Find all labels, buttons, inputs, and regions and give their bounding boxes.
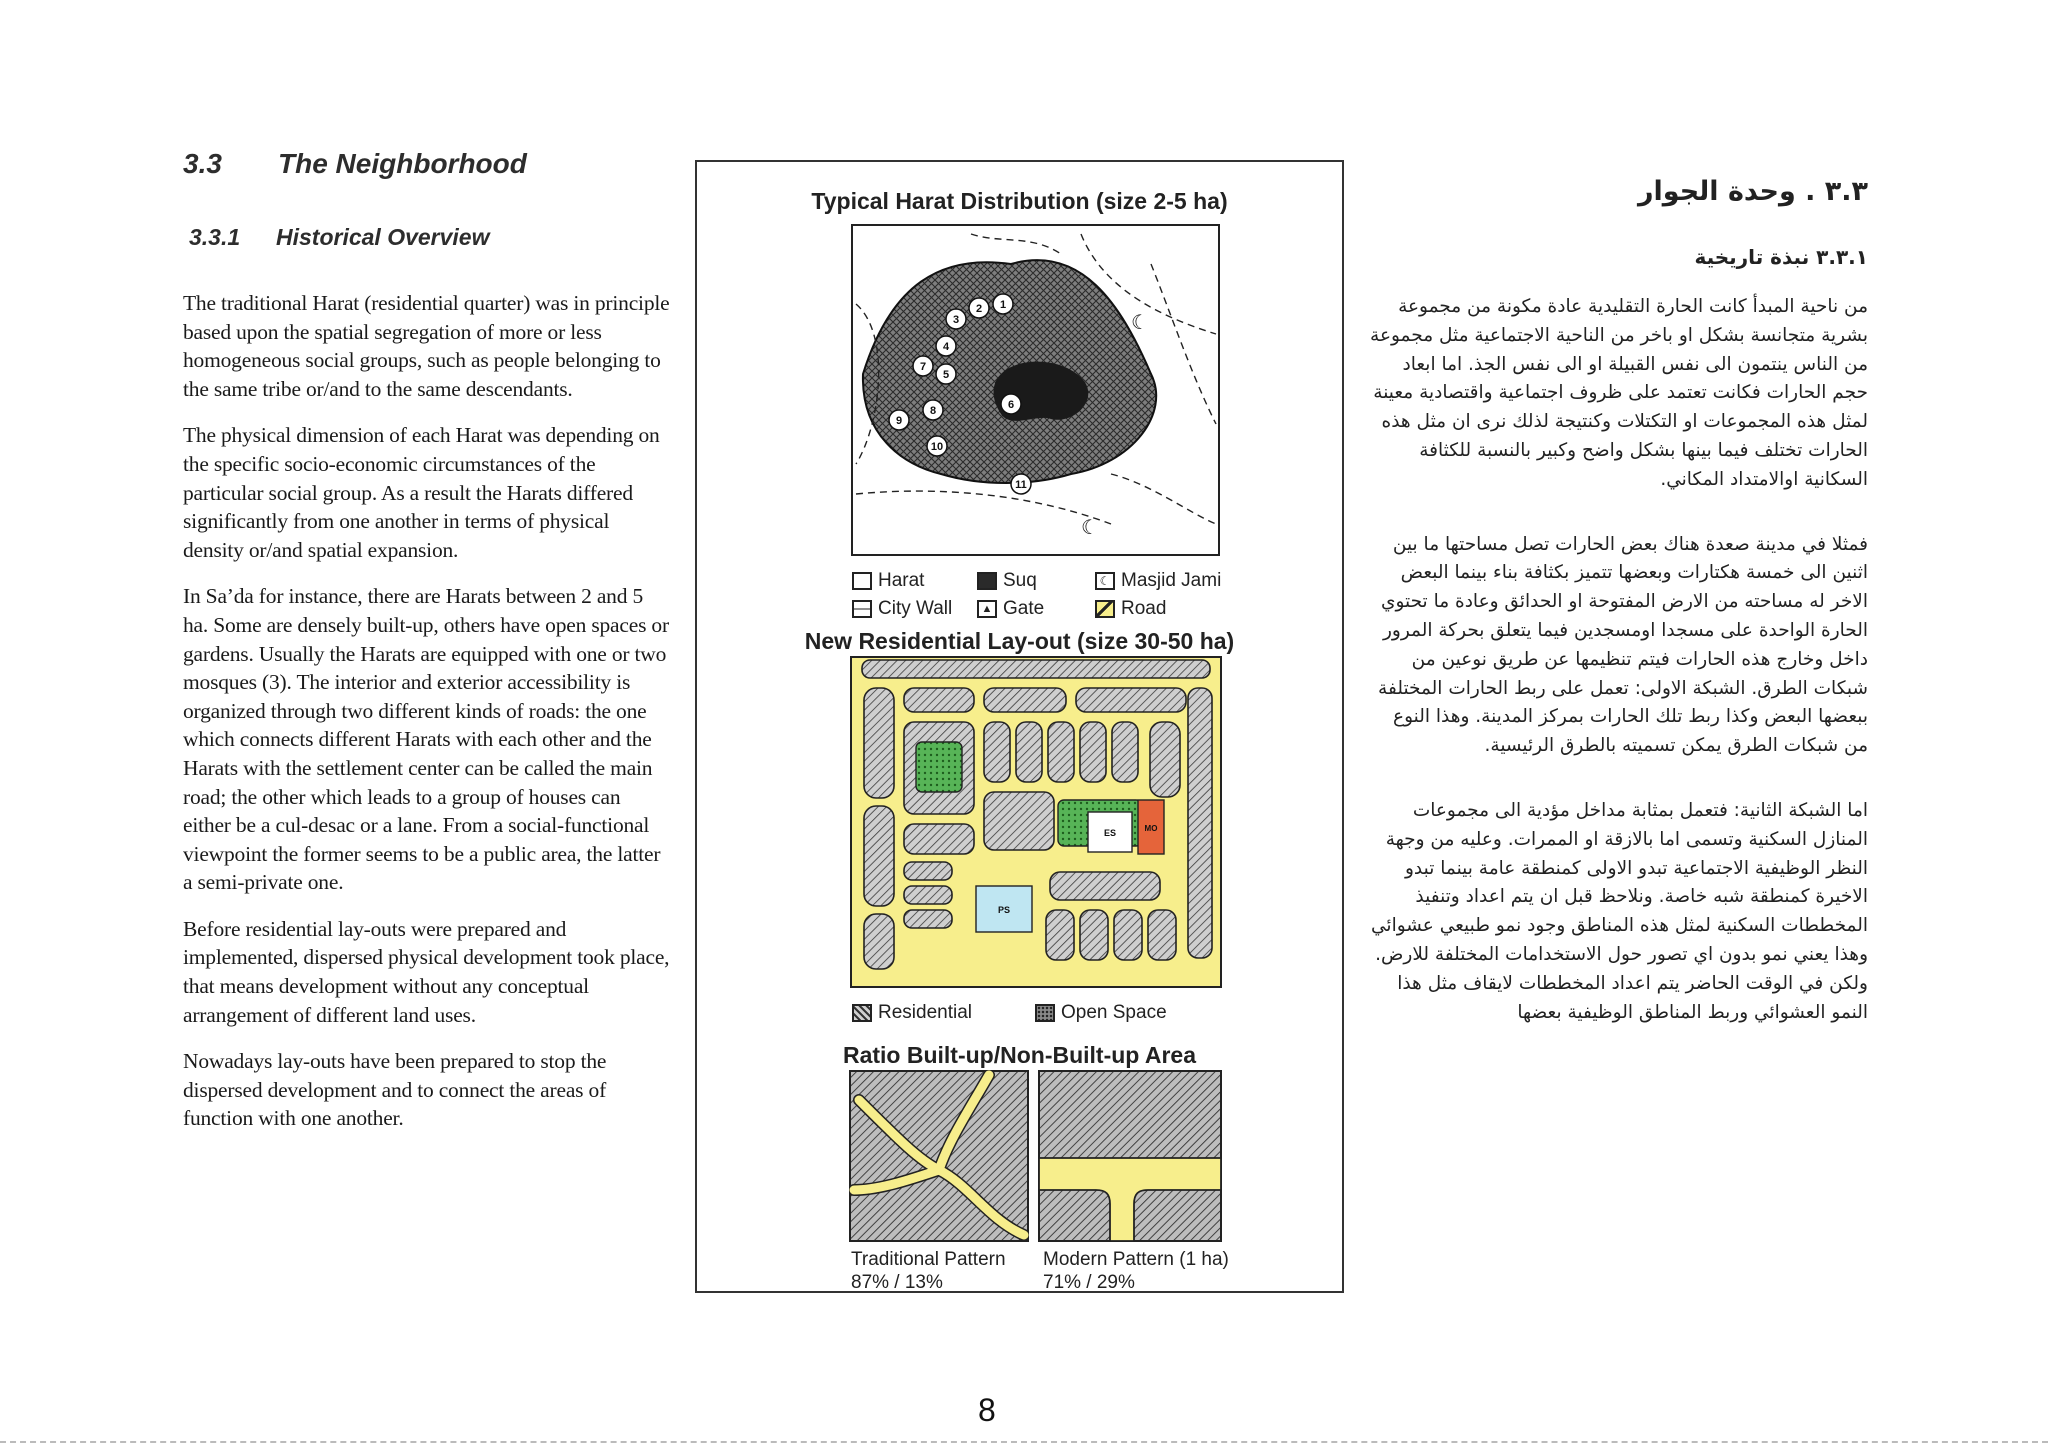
svg-text:8: 8 bbox=[929, 405, 937, 417]
legend-label: Suq bbox=[1003, 570, 1037, 591]
modern-caption-block bbox=[1043, 1248, 1229, 1294]
arabic-paragraph: اما الشبكة الثانية: فتعمل بمثابة مداخل مؤدية الى مجموعات المنازل السكنية وتسمى اما بالازقة او الممرات. وعليه من وجهة النظر الوظيفية الاجتماعية تبدو الاولى كمنطقة عامة بينما تبدو الاخيرة كمنطقة شبه خاصة. ونلاحظ قبل ان يتم اعداد وتنفيذ المخططات السكنية لمثل هذه المناطق وجود نمو طبيعي عشوائي وهذا يعني نمو بدون اي تصور حول الاستخدامات المختلفة للارض. ولكن في الوقت الحاضر يتم اعداد المخططات لايقاف مثل هذا النمو العشوائي وربط المناطق الوظيفية بعضها bbox=[1371, 799, 1868, 1023]
suq-icon bbox=[977, 572, 997, 590]
harat-icon bbox=[852, 572, 872, 590]
road-icon bbox=[1095, 600, 1115, 618]
arabic-subsection-heading: ٣.٣.١ نبذة تاريخية bbox=[1694, 245, 1868, 269]
legend-label: Residential bbox=[878, 1002, 972, 1023]
section-heading bbox=[183, 148, 673, 180]
svg-text:6: 6 bbox=[1007, 399, 1015, 411]
subsection-title: Historical Overview bbox=[276, 224, 490, 250]
figure-panel bbox=[695, 160, 1344, 1293]
svg-text:10: 10 bbox=[930, 441, 944, 453]
residential-icon bbox=[852, 1004, 872, 1022]
legend-layout bbox=[852, 1002, 1292, 1032]
legend-label: City Wall bbox=[878, 598, 953, 619]
harat-marker bbox=[1011, 474, 1031, 494]
paragraph: Before residential lay-outs were prepared and implemented, dispersed physical development took place, that means development without any conceptual arrangement of different land uses. bbox=[183, 916, 670, 1027]
harat-marker bbox=[927, 436, 947, 456]
modern-caption: Modern Pattern (1 ha) bbox=[1043, 1249, 1229, 1270]
svg-text:1: 1 bbox=[999, 299, 1007, 311]
open-space-icon bbox=[1035, 1004, 1055, 1022]
svg-text:2: 2 bbox=[975, 303, 983, 315]
figure-title-layout: New Residential Lay-out (size 30-50 ha) bbox=[804, 628, 1235, 654]
gate-icon: ▲ bbox=[977, 600, 997, 618]
page-bottom-rule bbox=[0, 1441, 2048, 1443]
modern-ratio: 71% / 29% bbox=[1043, 1272, 1135, 1293]
masjid-icon: ☾ bbox=[1095, 572, 1115, 590]
section-number: 3.3 bbox=[183, 148, 222, 179]
figure-title-harat: Typical Harat Distribution (size 2-5 ha) bbox=[811, 188, 1228, 214]
svg-text:5: 5 bbox=[942, 369, 950, 381]
paragraph: The traditional Harat (residential quarter) was in principle based upon the spatial segregation of more or less homogeneous social groups, such as people belonging to the same tribe or/and to the same descendants. bbox=[183, 291, 670, 401]
arabic-column bbox=[1370, 176, 1868, 1063]
paragraph: In Sa’da for instance, there are Harats between 2 and 5 ha. Some are densely built-up, others have open spaces or gardens. Usually the Harats are equipped with one or two mosques (3). The interior and exterior accessibility is organized through two different kinds of roads: the one which connects different Harats with each other and the Harats with the settlement center can be called the main road; the other which leads to a group of houses can either be a cul-desac or a lane. From a social-functional viewpoint the former seems to be a public area, the latter a semi-private one. bbox=[183, 584, 669, 895]
paragraph: The physical dimension of each Harat was depending on the specific socio-economic circumstances of the particular social group. As a result the Harats differed significantly from one another in terms of physical density or/and spatial expansion. bbox=[183, 423, 660, 562]
crescent-icon: ☾ bbox=[1081, 515, 1099, 539]
harat-marker bbox=[913, 356, 933, 376]
svg-text:3: 3 bbox=[952, 314, 960, 326]
legend-label: Road bbox=[1121, 598, 1167, 619]
arabic-section-heading: ٣.٣ . وحدة الجوار bbox=[1637, 176, 1868, 207]
city-wall-icon bbox=[852, 600, 872, 618]
legend-label: Harat bbox=[878, 570, 925, 591]
legend-label: Masjid Jami bbox=[1121, 570, 1222, 591]
svg-text:7: 7 bbox=[919, 361, 927, 373]
svg-text:11: 11 bbox=[1015, 479, 1027, 491]
legend-label: Gate bbox=[1003, 598, 1045, 619]
harat-marker bbox=[936, 364, 956, 384]
legend-label: Open Space bbox=[1061, 1002, 1167, 1023]
harat-distribution-map bbox=[851, 224, 1220, 556]
subsection-heading bbox=[189, 224, 673, 251]
harat-marker bbox=[946, 309, 966, 329]
svg-text:9: 9 bbox=[895, 415, 903, 427]
svg-text:4: 4 bbox=[942, 341, 950, 353]
harat-marker bbox=[993, 294, 1013, 314]
traditional-ratio: 87% / 13% bbox=[851, 1272, 943, 1293]
arabic-paragraph: من ناحية المبدأ كانت الحارة التقليدية عادة مكونة من مجموعة بشرية متجانسة بشكل او باخر من الناحية الاجتماعية مثل مجموعة من الناس ينتمون الى نفس القبيلة او الى نفس الجذ. اما ابعاد حجم الحارات فكانت تعتمد على ظروف اجتماعية واقتصادية معينة لمثل هذه المجموعات او التكتلات وكنتيجة لذلك نرى ان مثل هذه الحارات تختلف فيما بينها بشكل واضح وكبير بالنسبة للكثافة السكانية اوالامتداد المكاني. bbox=[1370, 296, 1868, 490]
mo-label: MO bbox=[1144, 824, 1158, 833]
legend-harat bbox=[852, 570, 1322, 620]
harat-marker bbox=[1001, 394, 1021, 414]
traditional-caption: Traditional Pattern bbox=[851, 1249, 1006, 1270]
harat-marker bbox=[936, 336, 956, 356]
arabic-paragraph: فمثلا في مدينة صعدة هناك بعض الحارات تصل مساحتها ما بين اثنين الى خمسة هكتارات وبعضها تتميز بكثافة بناء بينما البعض الاخر له مساحته من الارض المفتوحة او الحدائق وعادة ما تحتوي الحارة الواحدة على مسجدا اومسجدين فيما يتعلق بحركة المرور داخل وخارج هذه الحارات فيتم تنظيمها عن طريق نوعين من شبكات الطرق. الشبكة الاولى: تعمل على ربط الحارات المختلفة ببعضها البعض وكذا ربط تلك الحارات بمركز المدينة. وهذا النوع من شبكات الطرق يمكن تسميته بالطرق الرئيسية. bbox=[1378, 533, 1868, 757]
ps-label: PS bbox=[997, 905, 1011, 915]
es-label: ES bbox=[1103, 828, 1117, 838]
crescent-icon: ☾ bbox=[1131, 310, 1149, 334]
harat-marker bbox=[969, 298, 989, 318]
english-column bbox=[183, 148, 673, 1151]
traditional-pattern-diagram bbox=[849, 1070, 1029, 1242]
figure-title-ratio: Ratio Built-up/Non-Built-up Area bbox=[842, 1042, 1197, 1068]
subsection-number: 3.3.1 bbox=[189, 224, 241, 250]
paragraph: Nowadays lay-outs have been prepared to stop the dispersed development and to connect the areas of function with one another. bbox=[183, 1049, 607, 1131]
modern-pattern-diagram bbox=[1038, 1070, 1222, 1242]
harat-marker bbox=[923, 400, 943, 420]
traditional-caption-block bbox=[851, 1248, 1006, 1294]
page-number: 8 bbox=[978, 1392, 996, 1428]
section-title: The Neighborhood bbox=[278, 148, 527, 179]
residential-layout-plan bbox=[850, 656, 1222, 988]
harat-marker bbox=[889, 410, 909, 430]
